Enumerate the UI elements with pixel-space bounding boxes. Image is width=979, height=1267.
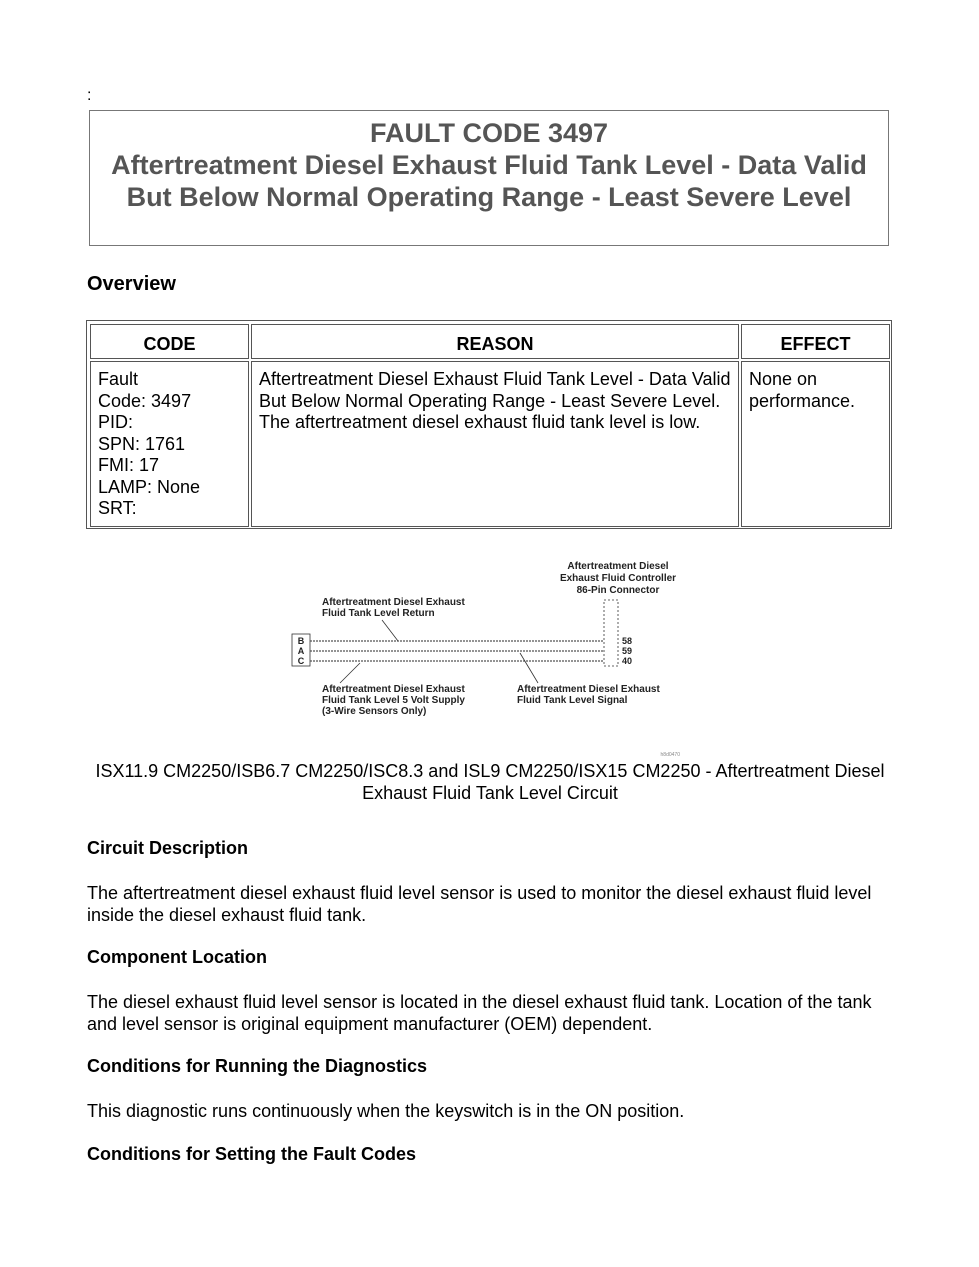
fault-description-title: Aftertreatment Diesel Exhaust Fluid Tank Level - Data Valid But Below Normal Operating Range - Least Severe Level xyxy=(111,150,867,212)
code-line: Fault xyxy=(98,369,139,389)
fault-title-box xyxy=(89,110,889,246)
effect-cell: None on performance. xyxy=(741,361,890,527)
setting-fault-codes-heading: Conditions for Setting the Fault Codes xyxy=(87,1144,416,1164)
controller-pin-label: 59 xyxy=(622,646,633,656)
code-line: LAMP: None xyxy=(98,476,201,497)
code-cell xyxy=(90,361,249,527)
sensor-pin-label: C xyxy=(297,656,305,666)
return-label-line: Aftertreatment Diesel Exhaust xyxy=(322,597,465,608)
signal-label-line: Fluid Tank Level Signal xyxy=(517,695,628,706)
controller-label-line: Exhaust Fluid Controller xyxy=(559,573,677,584)
fault-table xyxy=(86,320,892,529)
page-prefix: : xyxy=(87,87,92,104)
circuit-description-text: The aftertreatment diesel exhaust fluid level sensor is used to monitor the diesel exhaust fluid level inside the diesel exhaust fluid tank. xyxy=(87,883,872,925)
circuit-diagram xyxy=(280,555,700,760)
return-leader-line xyxy=(382,620,398,641)
reason-cell: Aftertreatment Diesel Exhaust Fluid Tank Level - Data Valid But Below Normal Operating Range - Least Severe Level. The aftertreatment diesel exhaust fluid tank level is low. xyxy=(251,361,739,527)
controller-pin-label: 40 xyxy=(622,656,633,666)
controller-connector xyxy=(604,600,618,666)
fault-code-title: FAULT CODE 3497 xyxy=(369,118,609,148)
code-line: SRT: xyxy=(98,498,137,518)
running-diagnostics-text: This diagnostic runs continuously when the keyswitch is in the ON position. xyxy=(87,1101,685,1121)
supply-leader-line xyxy=(340,663,360,683)
controller-label-line: 86-Pin Connector xyxy=(576,585,660,596)
diagram-caption: ISX11.9 CM2250/ISB6.7 CM2250/ISC8.3 and ISL9 CM2250/ISX15 CM2250 - Aftertreatment Diesel Exhaust Fluid Tank Level Circuit xyxy=(95,761,885,803)
header-effect: EFFECT xyxy=(741,324,890,359)
controller-label-line: Aftertreatment Diesel xyxy=(567,561,669,572)
header-code: CODE xyxy=(90,324,249,359)
code-line: SPN: 1761 xyxy=(98,433,186,454)
sensor-pin-label: B xyxy=(297,636,305,646)
circuit-description-heading: Circuit Description xyxy=(87,838,249,858)
signal-label-line: Aftertreatment Diesel Exhaust xyxy=(517,684,660,695)
sensor-pin-label: A xyxy=(297,646,305,656)
running-diagnostics-heading: Conditions for Running the Diagnostics xyxy=(87,1056,427,1076)
header-reason: REASON xyxy=(251,324,739,359)
supply-label-line: Fluid Tank Level 5 Volt Supply xyxy=(322,695,465,706)
component-location-text: The diesel exhaust fluid level sensor is located in the diesel exhaust fluid tank. Location of the tank and level sensor is original equipment manufacturer (OEM) dependent. xyxy=(87,992,872,1034)
code-line: Code: 3497 xyxy=(98,390,192,411)
supply-label-line: (3-Wire Sensors Only) xyxy=(322,706,427,717)
code-line: PID: xyxy=(98,412,134,432)
controller-pin-label: 58 xyxy=(622,636,633,646)
supply-label-line: Aftertreatment Diesel Exhaust xyxy=(322,684,465,695)
figure-id: h8d0470 xyxy=(660,752,680,758)
component-location-heading: Component Location xyxy=(87,947,267,967)
code-line: FMI: 17 xyxy=(98,455,160,475)
signal-leader-line xyxy=(520,653,538,683)
return-label-line: Fluid Tank Level Return xyxy=(322,608,435,619)
overview-heading: Overview xyxy=(87,273,176,295)
